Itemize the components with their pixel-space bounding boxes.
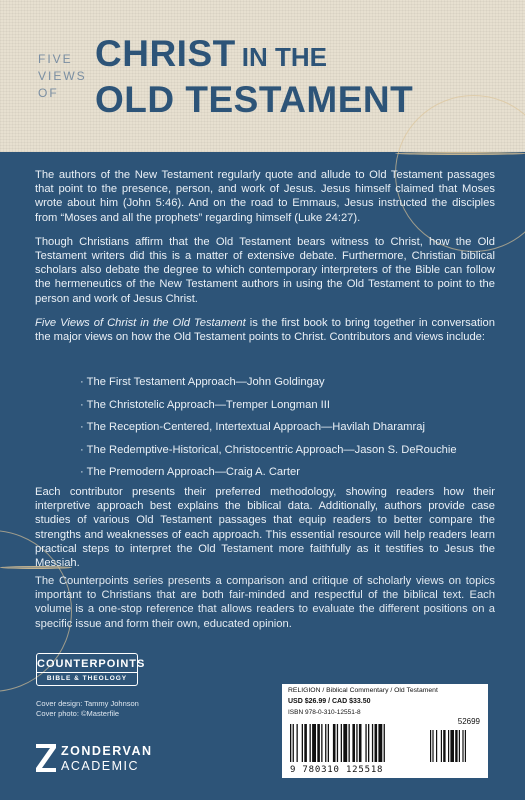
publisher-imprint: ACADEMIC bbox=[61, 759, 139, 773]
description-text bbox=[35, 168, 495, 354]
contributors-list bbox=[80, 376, 457, 489]
barcode-digits: 9 780310 125518 bbox=[290, 765, 384, 775]
description-paragraph bbox=[35, 485, 495, 580]
cover-photo-credit: Cover photo: ©Masterfile bbox=[36, 709, 120, 718]
cover-design-credit: Cover design: Tammy Johnson bbox=[36, 699, 139, 708]
list-item: · The Christotelic Approach—Tremper Longman III bbox=[80, 399, 457, 422]
list-item: · The First Testament Approach—John Goldingay bbox=[80, 376, 457, 399]
series-logo bbox=[36, 653, 146, 686]
title-five: FIVE bbox=[38, 52, 73, 66]
isbn-text: ISBN 978-0-310-12551-8 bbox=[288, 709, 361, 716]
paragraph-text: is the first book to bring together in conversation the major views on how the Old Testament points to Christ. Contributors and views include: bbox=[35, 316, 495, 344]
title-views: VIEWS bbox=[38, 69, 87, 83]
series-description bbox=[35, 574, 495, 641]
title-of: OF bbox=[38, 86, 59, 100]
title-in-the: IN THE bbox=[241, 42, 327, 72]
publisher-logo bbox=[36, 740, 176, 780]
list-item: · The Redemptive-Historical, Christocentric Approach—Jason S. DeRouchie bbox=[80, 444, 457, 467]
paragraph-text: Each contributor presents their preferred methodology, showing readers how their interpretive approach best explains the biblical data. Additionally, authors provide case studies of various Old Testament passages that equip readers to better compare the strengths and weaknesses of each approach. This essential resource will help readers learn practical steps to interpret the Old Testament more faithfully as it testifies to Jesus the Messiah. bbox=[35, 486, 495, 570]
book-title-italic: Five Views of Christ in the Old Testament bbox=[35, 316, 246, 329]
title-five-views-of bbox=[38, 51, 87, 102]
series-logo-subtitle: BIBLE & THEOLOGY bbox=[46, 675, 128, 682]
price-code: 52699 bbox=[457, 717, 480, 726]
zondervan-logo-icon bbox=[36, 744, 56, 772]
title-christ: CHRIST bbox=[95, 33, 236, 74]
list-item: · The Reception-Centered, Intertextual Approach—Havilah Dharamraj bbox=[80, 421, 457, 444]
description-paragraph bbox=[35, 316, 495, 344]
publisher-name: ZONDERVAN bbox=[61, 744, 153, 758]
book-price: USD $26.99 / CAD $33.50 bbox=[288, 698, 371, 705]
list-item: · The Premodern Approach—Craig A. Carter bbox=[80, 466, 457, 489]
series-logo-name: COUNTERPOINTS bbox=[37, 654, 137, 673]
barcode-icon bbox=[290, 724, 480, 764]
description-paragraph: Though Christians affirm that the Old Testament bears witness to Christ, how the Old Testament writers did this is a matter of extensive debate. Furthermore, Christian biblical scholars also debate the degree to which contemporary interpreters of the Bible can follow the hermeneutics of the New Testament authors in using the Old Testament to point to the person and work of Jesus Christ. bbox=[35, 235, 495, 305]
cover-credits bbox=[36, 699, 139, 719]
paragraph-text: The Counterpoints series presents a comparison and critique of scholarly views on topics important to Christians that are both fair-minded and respectful of the biblical text. Each volume is a one-stop reference that allows readers to evaluate the different positions on a specific issue and form their own, educated opinion. bbox=[35, 575, 495, 630]
book-title bbox=[95, 35, 413, 127]
title-old-testament: OLD TESTAMENT bbox=[95, 79, 414, 120]
description-paragraph: The authors of the New Testament regularly quote and allude to Old Testament passages that point to the presence, person, and work of Jesus. Jesus himself claimed that Moses wrote about him (John 5:46). And on the road to Emmaus, Jesus instructed the disciples from “Moses and all the prophets” regarding himself (Luke 24:27). bbox=[35, 169, 495, 224]
barcode-panel bbox=[282, 684, 488, 778]
decorative-line bbox=[395, 152, 525, 155]
book-category: RELIGION / Biblical Commentary / Old Testament bbox=[288, 687, 438, 694]
